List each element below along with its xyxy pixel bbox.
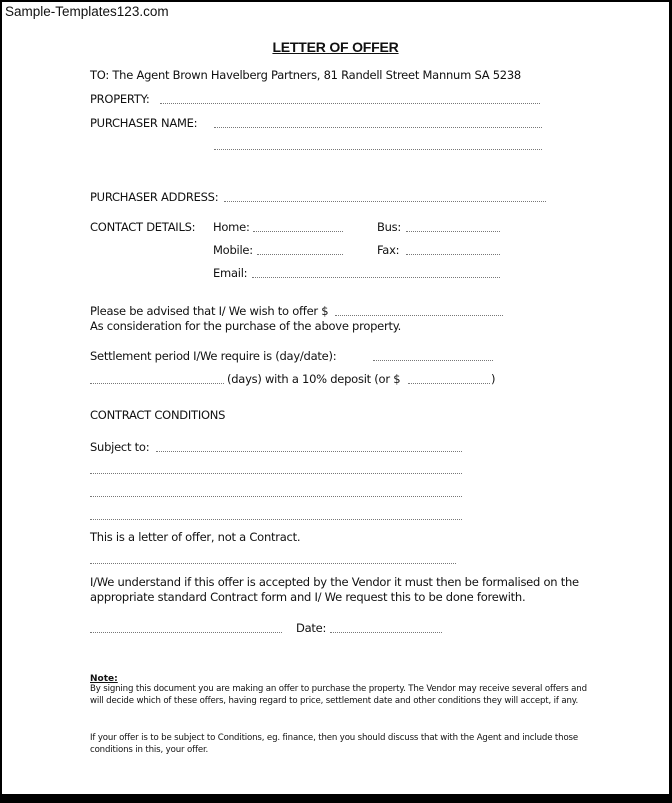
understand-text-2: appropriate standard Contract form and I/ We request this to be done forewith. <box>90 590 526 604</box>
home-field[interactable] <box>253 231 343 232</box>
purchaser-name-field[interactable] <box>214 127 542 128</box>
home-label: Home: <box>213 220 250 234</box>
contract-conditions-heading: CONTRACT CONDITIONS <box>90 408 226 422</box>
settlement-label: Settlement period I/We require is (day/date): <box>90 349 337 363</box>
offer-text: Please be advised that I/ We wish to offer $ <box>90 304 329 318</box>
subject-to-line-3[interactable] <box>90 496 462 497</box>
mobile-field[interactable] <box>257 254 343 255</box>
settlement-field[interactable] <box>373 360 493 361</box>
subject-to-line-2[interactable] <box>90 473 462 474</box>
fax-field[interactable] <box>406 254 500 255</box>
understand-text-1: I/We understand if this offer is accepted by the Vendor it must then be formalised on the <box>90 575 579 589</box>
date-field[interactable] <box>330 632 442 633</box>
purchaser-address-label: PURCHASER ADDRESS: <box>90 190 219 204</box>
to-line: TO: The Agent Brown Havelberg Partners, 81 Randell Street Mannum SA 5238 <box>90 68 521 82</box>
fax-label: Fax: <box>377 243 400 257</box>
bus-field[interactable] <box>406 231 500 232</box>
note-heading: Note: <box>90 674 118 684</box>
purchaser-name-label: PURCHASER NAME: <box>90 116 198 130</box>
date-label: Date: <box>296 621 327 635</box>
subject-to-line-1[interactable] <box>156 451 462 452</box>
purchaser-address-field[interactable] <box>224 201 546 202</box>
close-paren: ) <box>491 372 496 386</box>
mobile-label: Mobile: <box>213 243 253 257</box>
days-field[interactable] <box>90 383 224 384</box>
deposit-field[interactable] <box>408 383 490 384</box>
subject-to-label: Subject to: <box>90 440 150 454</box>
property-label: PROPERTY: <box>90 92 150 106</box>
document-title: LETTER OF OFFER <box>272 39 399 55</box>
days-text: (days) with a 10% deposit (or $ <box>227 372 401 386</box>
email-field[interactable] <box>252 277 500 278</box>
property-field[interactable] <box>160 103 540 104</box>
not-contract-text: This is a letter of offer, not a Contract. <box>90 530 301 544</box>
subject-to-line-4[interactable] <box>90 519 462 520</box>
email-label: Email: <box>213 266 248 280</box>
offer-amount-field[interactable] <box>335 315 503 316</box>
purchaser-name-field-2[interactable] <box>214 149 542 150</box>
note-paragraph-2: If your offer is to be subject to Conditions, eg. finance, then you should discuss that with the Agent and include those conditions in this, your offer. <box>90 733 579 755</box>
document-page <box>2 2 669 794</box>
signature-line[interactable] <box>90 563 456 564</box>
signature-field[interactable] <box>90 632 282 633</box>
note-paragraph-1: By signing this document you are making an offer to purchase the property. The Vendor may receive several offers and will decide which of these offers, having regard to price, settlement date and other conditions they will accept, if any. <box>90 684 587 706</box>
bus-label: Bus: <box>377 220 402 234</box>
contact-details-label: CONTACT DETAILS: <box>90 220 196 234</box>
consideration-text: As consideration for the purchase of the above property. <box>90 319 402 333</box>
watermark: Sample-Templates123.com <box>5 4 169 19</box>
